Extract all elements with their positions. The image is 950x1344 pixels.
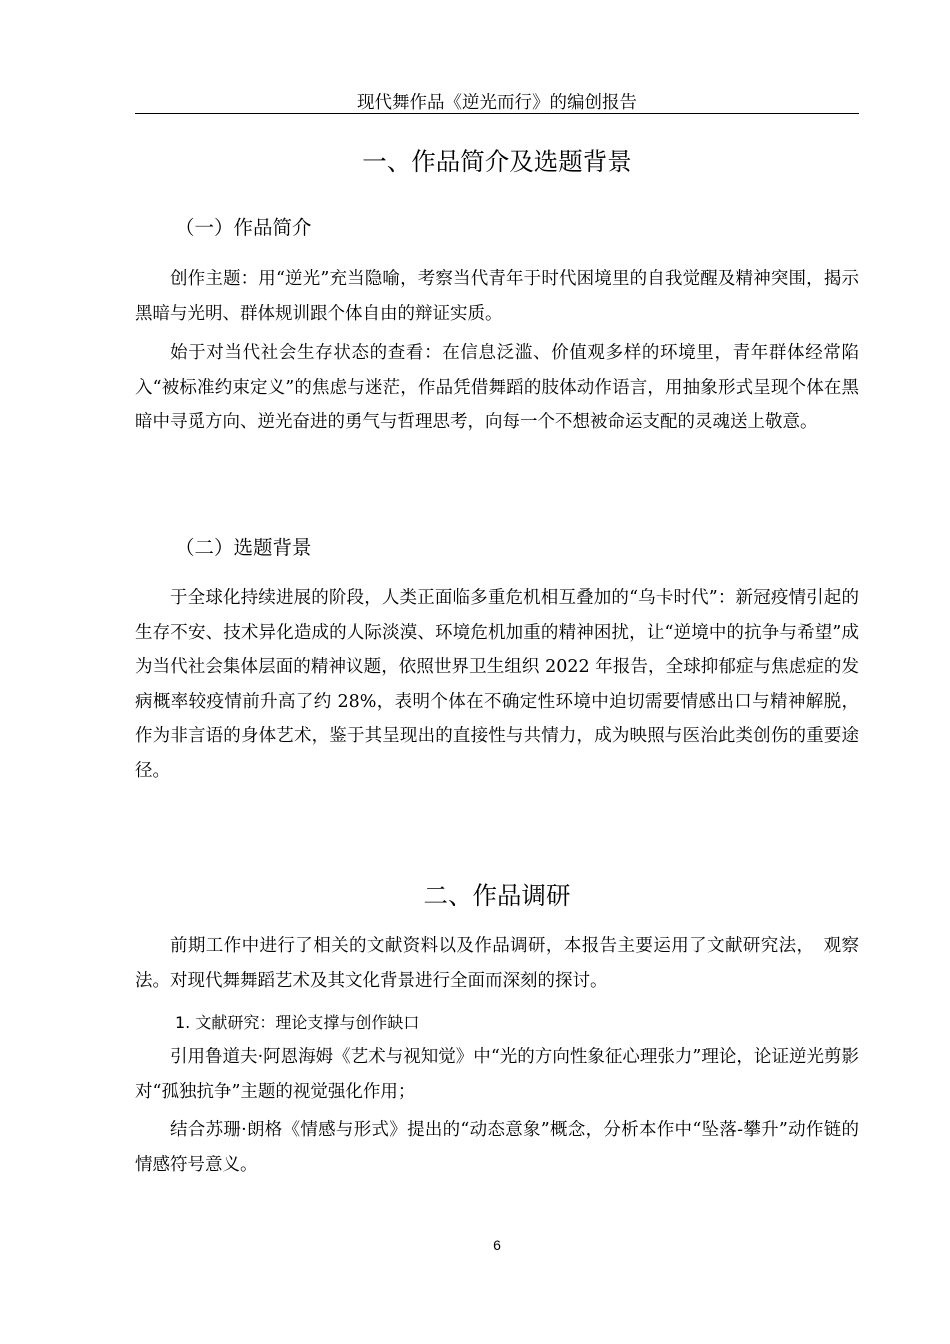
body-paragraph: 引用鲁道夫·阿恩海姆《艺术与视知觉》中“光的方向性象征心理张力”理论，论证逆光剪影对“孤独抗争”主题的视觉强化作用； [135,1047,859,1102]
subsection-2-heading: （二）选题背景 [175,536,312,559]
section-2-heading: 二、作品调研 [423,881,571,910]
running-header-title: 现代舞作品《逆光而行》的编创报告 [357,93,637,113]
item-1-heading: 1. 文献研究：理论支撑与创作缺口 [175,1013,420,1032]
section-1-heading: 一、作品简介及选题背景 [362,147,632,176]
subsection-1-heading: （一）作品简介 [175,216,312,239]
body-paragraph: 前期工作中进行了相关的文献资料以及作品调研，本报告主要运用了文献研究法， 观察法。对现代舞舞蹈艺术及其文化背景进行全面而深刻的探讨。 [135,936,859,991]
body-paragraph: 创作主题：用“逆光”充当隐喻，考察当代青年于时代困境里的自我觉醒及精神突围，揭示黑暗与光明、群体规训跟个体自由的辩证实质。 [135,269,859,324]
body-paragraph: 结合苏珊·朗格《情感与形式》提出的“动态意象”概念，分析本作中“坠落-攀升”动作链的情感符号意义。 [135,1120,859,1175]
body-paragraph: 始于对当代社会生存状态的查看：在信息泛滥、价值观多样的环境里，青年群体经常陷入“被标准约束定义”的焦虑与迷茫，作品凭借舞蹈的肢体动作语言，用抽象形式呈现个体在黑暗中寻觅方向、逆光奋进的勇气与哲理思考，向每一个不想被命运支配的灵魂送上敬意。 [135,343,859,432]
header-divider [135,113,859,114]
page-number: 6 [493,1237,501,1253]
body-paragraph: 于全球化持续进展的阶段，人类正面临多重危机相互叠加的“乌卡时代”：新冠疫情引起的生存不安、技术异化造成的人际淡漠、环境危机加重的精神困扰，让“逆境中的抗争与希望”成为当代社会集体层面的精神议题，依照世界卫生组织 2022 年报告，全球抑郁症与焦虑症的发病概率较疫情前升高了约 28%，表明个体在不确定性环境中迫切需要情感出口与精神解脱，作为非言语的身体艺术，鉴于其呈现出的直接性与共情力，成为映照与医治此类创伤的重要途径。 [135,588,859,781]
